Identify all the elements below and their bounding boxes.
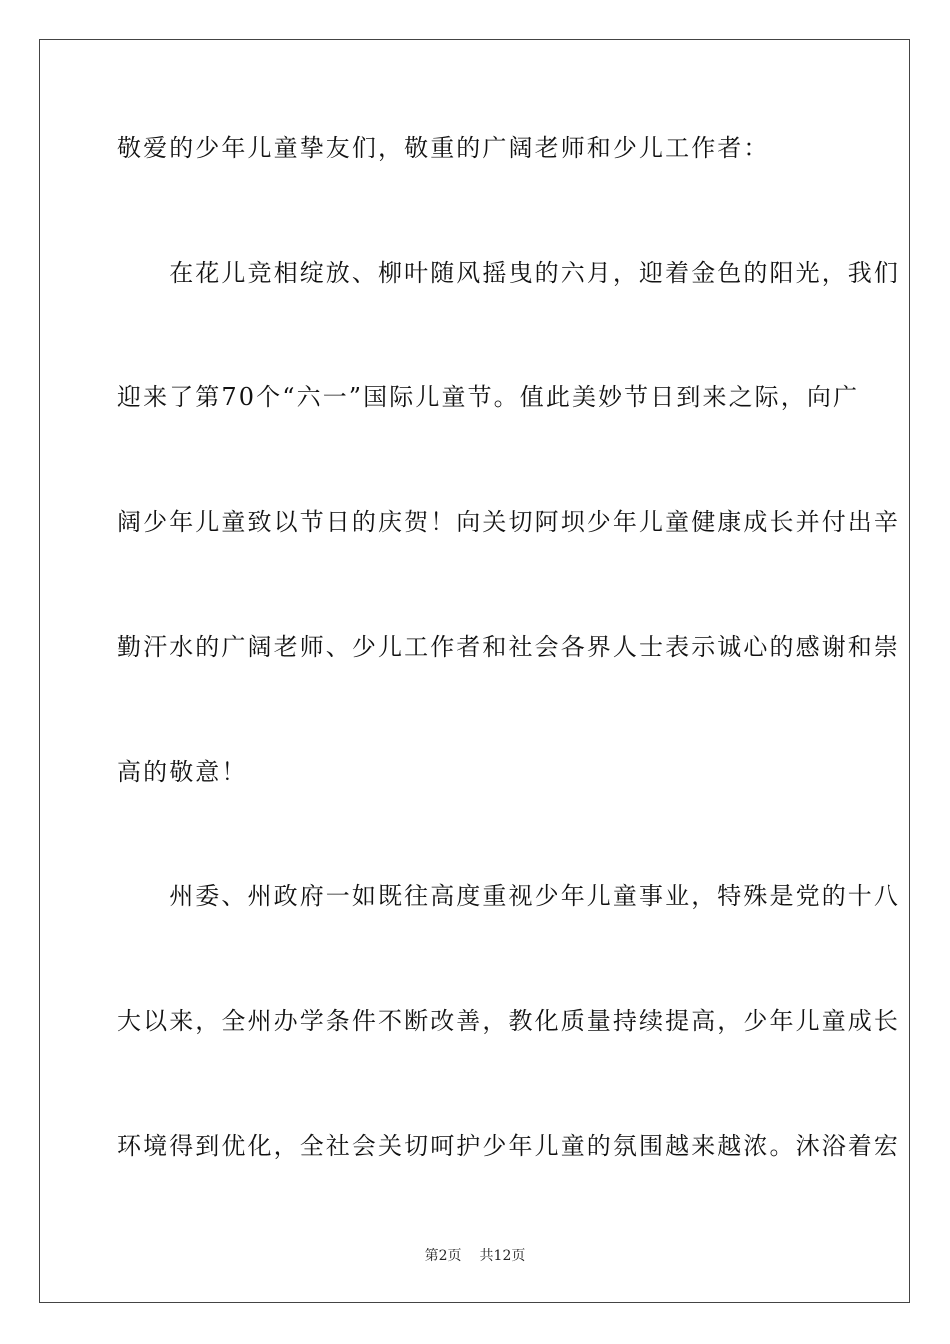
- page-footer: [0, 1247, 950, 1265]
- text-line: 州委、州政府一如既往高度重视少年儿童事业，特殊是党的十八: [117, 882, 900, 910]
- page-number: 第2页: [424, 1248, 462, 1264]
- text-line: 高的敬意！: [117, 758, 248, 786]
- page-total: 共12页: [479, 1248, 526, 1264]
- text-line: 敬爱的少年儿童挚友们，敬重的广阔老师和少儿工作者：: [117, 134, 770, 162]
- page-border: [39, 39, 910, 1303]
- text-line: 阔少年儿童致以节日的庆贺！向关切阿坝少年儿童健康成长并付出辛: [117, 508, 900, 536]
- text-line: 勤汗水的广阔老师、少儿工作者和社会各界人士表示诚心的感谢和崇: [117, 633, 900, 661]
- text-line: 迎来了第70个“六一”国际儿童节。值此美妙节日到来之际，向广: [117, 383, 860, 411]
- text-line: 环境得到优化，全社会关切呵护少年儿童的氛围越来越浓。沐浴着宏: [117, 1132, 900, 1160]
- text-line: 大以来，全州办学条件不断改善，教化质量持续提高，少年儿童成长: [117, 1007, 900, 1035]
- text-line: 在花儿竞相绽放、柳叶随风摇曳的六月，迎着金色的阳光，我们: [117, 259, 900, 287]
